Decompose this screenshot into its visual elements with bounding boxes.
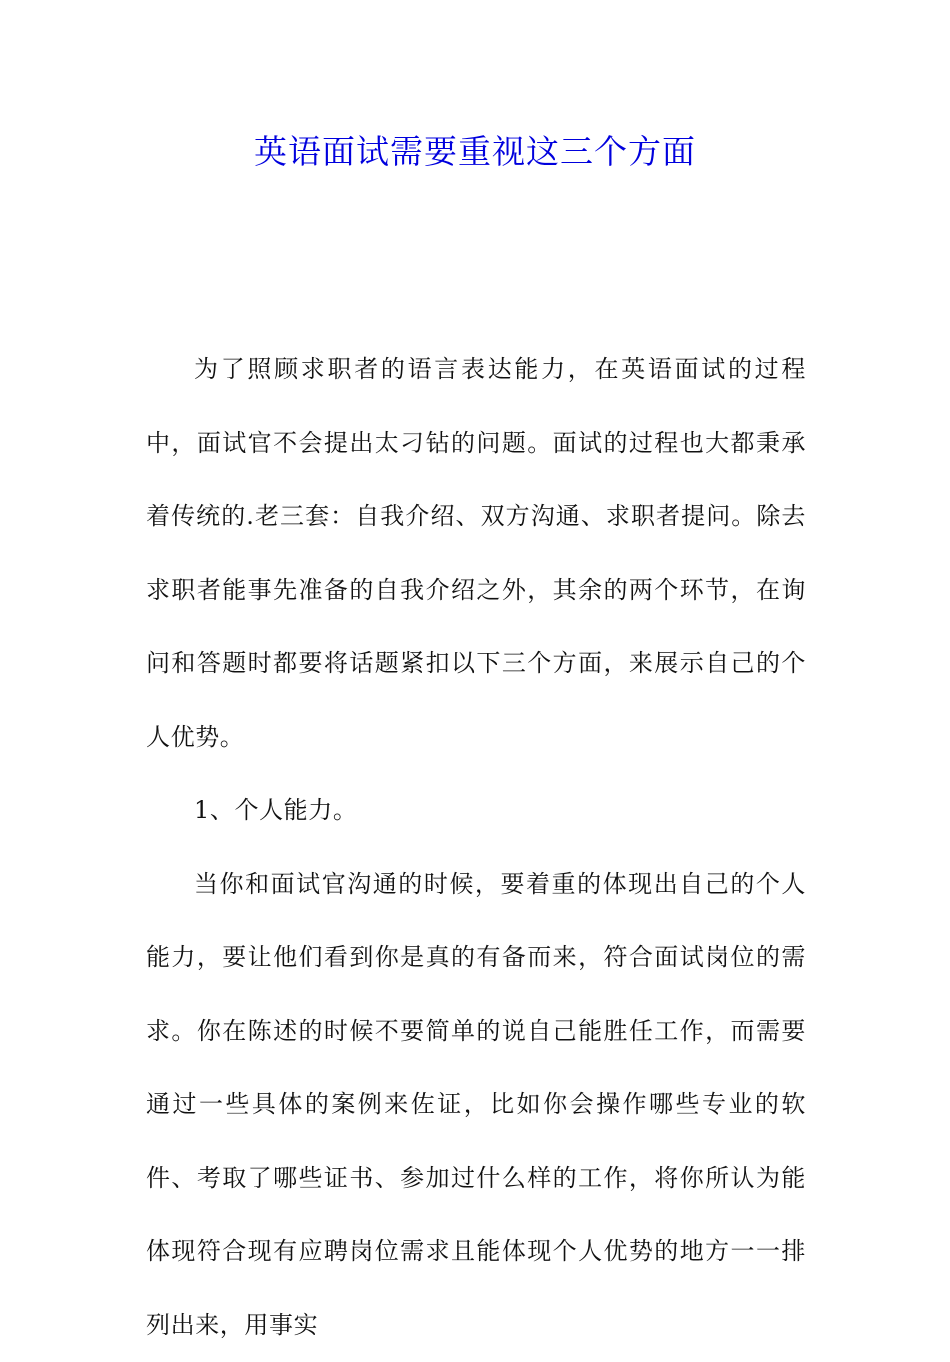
- document-body: [146, 333, 806, 1362]
- paragraph-intro: 为了照顾求职者的语言表达能力，在英语面试的过程中，面试官不会提出太刁钻的问题。面试的过程也大都秉承着传统的.老三套：自我介绍、双方沟通、求职者提问。除去求职者能事先准备的自我介绍之外，其余的两个环节，在询问和答题时都要将话题紧扣以下三个方面，来展示自己的个人优势。: [146, 333, 806, 774]
- document-title: 英语面试需要重视这三个方面: [0, 128, 950, 176]
- paragraph-ability: 当你和面试官沟通的时候，要着重的体现出自己的个人能力，要让他们看到你是真的有备而来，符合面试岗位的需求。你在陈述的时候不要简单的说自己能胜任工作，而需要通过一些具体的案例来佐证，比如你会操作哪些专业的软件、考取了哪些证书、参加过什么样的工作，将你所认为能体现符合现有应聘岗位需求且能体现个人优势的地方一一排列出来，用事实: [146, 848, 806, 1362]
- paragraph-heading-1: 1、个人能力。: [146, 774, 806, 848]
